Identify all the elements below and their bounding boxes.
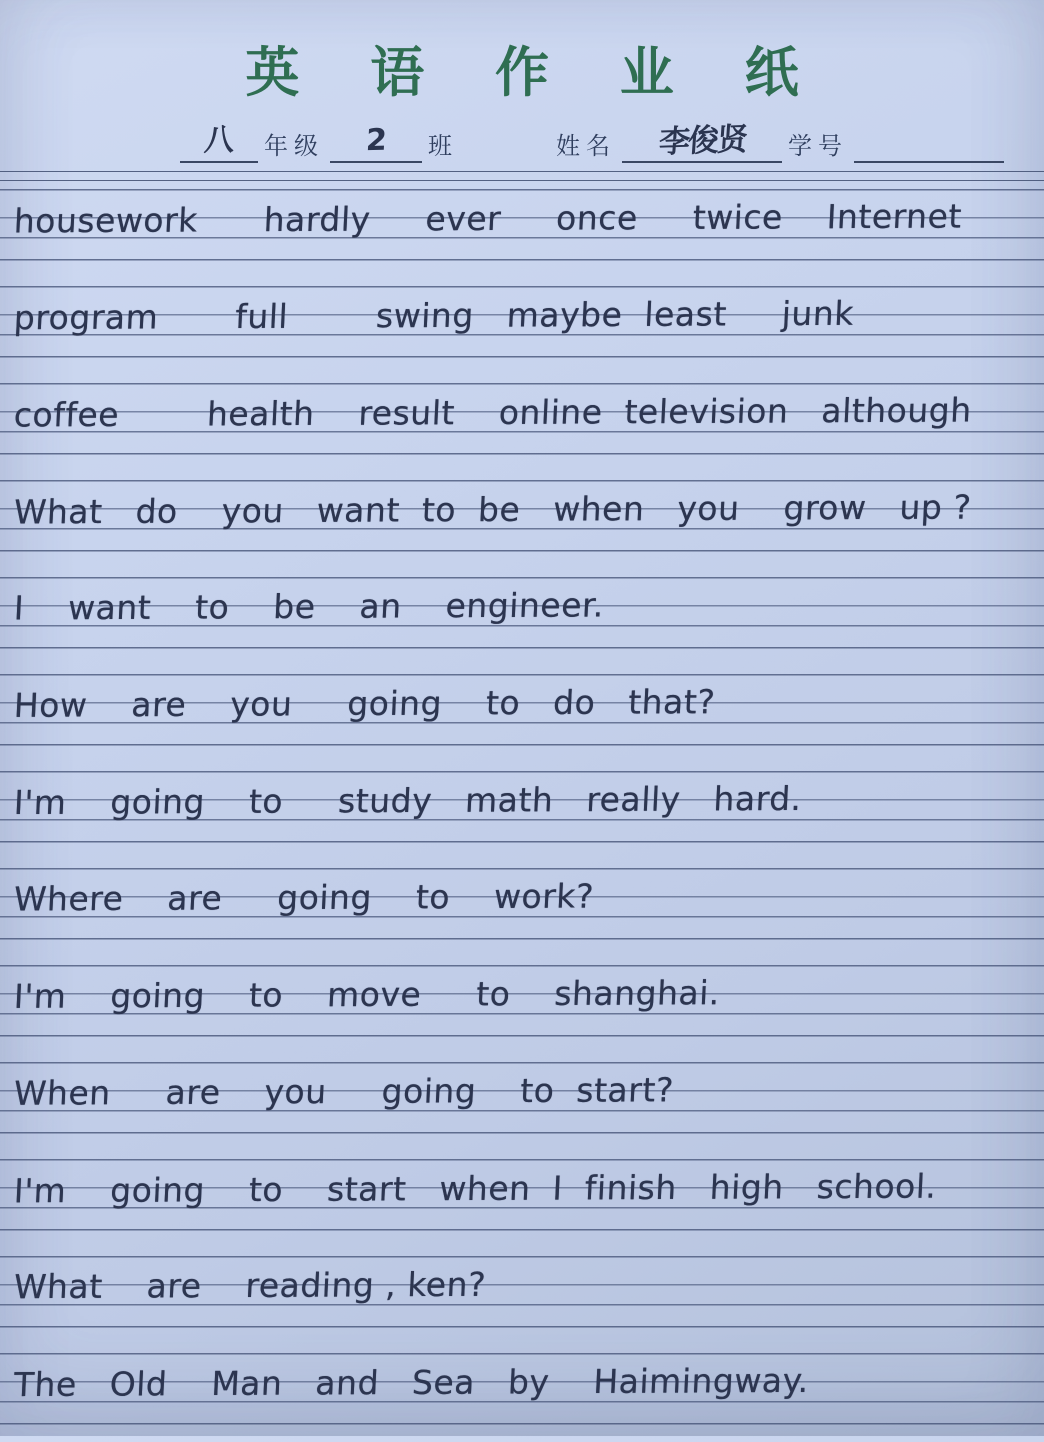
- handwritten-text: program full swing maybe least junk: [12, 293, 855, 338]
- handwriting-row: [0, 763, 1044, 860]
- header-divider: [0, 171, 1044, 181]
- handwritten-text: I'm going to study math really hard.: [13, 778, 803, 823]
- student-id-field: [854, 121, 1004, 163]
- handwriting-row: [0, 472, 1044, 569]
- handwritten-text: What do you want to be when you grow up ?: [12, 487, 973, 532]
- handwriting-row: [0, 181, 1044, 278]
- name-label: 姓名: [556, 132, 616, 160]
- class-field: [330, 121, 422, 163]
- handwritten-text: I want to be an engineer.: [13, 585, 606, 628]
- handwritten-text: When are you going to start?: [13, 1070, 675, 1113]
- grade-label: 年级: [264, 132, 324, 160]
- handwritten-text: housework hardly ever once twice Internet: [12, 196, 963, 241]
- student-id-label: 学号: [788, 132, 848, 160]
- handwritten-text: I'm going to move to shanghai.: [13, 973, 721, 1016]
- page-title: 英 语 作 业 纸: [245, 40, 825, 104]
- handwritten-text: coffee health result online television although: [12, 390, 973, 435]
- handwriting-row: [0, 375, 1044, 472]
- handwriting-row: [0, 569, 1044, 666]
- class-handwritten-value: 2: [364, 122, 388, 159]
- handwriting-row: [0, 1248, 1044, 1345]
- handwritten-text: The Old Man and Sea by Haimingway.: [13, 1360, 810, 1405]
- handwriting-row: [0, 957, 1044, 1054]
- handwriting-row: [0, 278, 1044, 375]
- writing-area: [0, 181, 1044, 1442]
- handwriting-row: [0, 1345, 1044, 1442]
- handwriting-row: [0, 860, 1044, 957]
- name-handwritten-value: 李俊贤: [657, 121, 747, 161]
- handwriting-row: [0, 1054, 1044, 1151]
- handwriting-row: [0, 666, 1044, 763]
- handwriting-row: [0, 1151, 1044, 1248]
- handwritten-text: What are reading , ken?: [13, 1264, 487, 1307]
- handwritten-text: How are you going to do that?: [13, 682, 717, 725]
- header-info-row: [180, 117, 1004, 163]
- handwritten-text: Where are going to work?: [13, 876, 595, 919]
- name-field: [622, 121, 782, 163]
- grade-handwritten-value: 八: [203, 122, 235, 159]
- grade-field: [180, 121, 258, 163]
- class-label: 班: [428, 132, 458, 160]
- handwritten-text: I'm going to start when I finish high school.: [12, 1166, 938, 1211]
